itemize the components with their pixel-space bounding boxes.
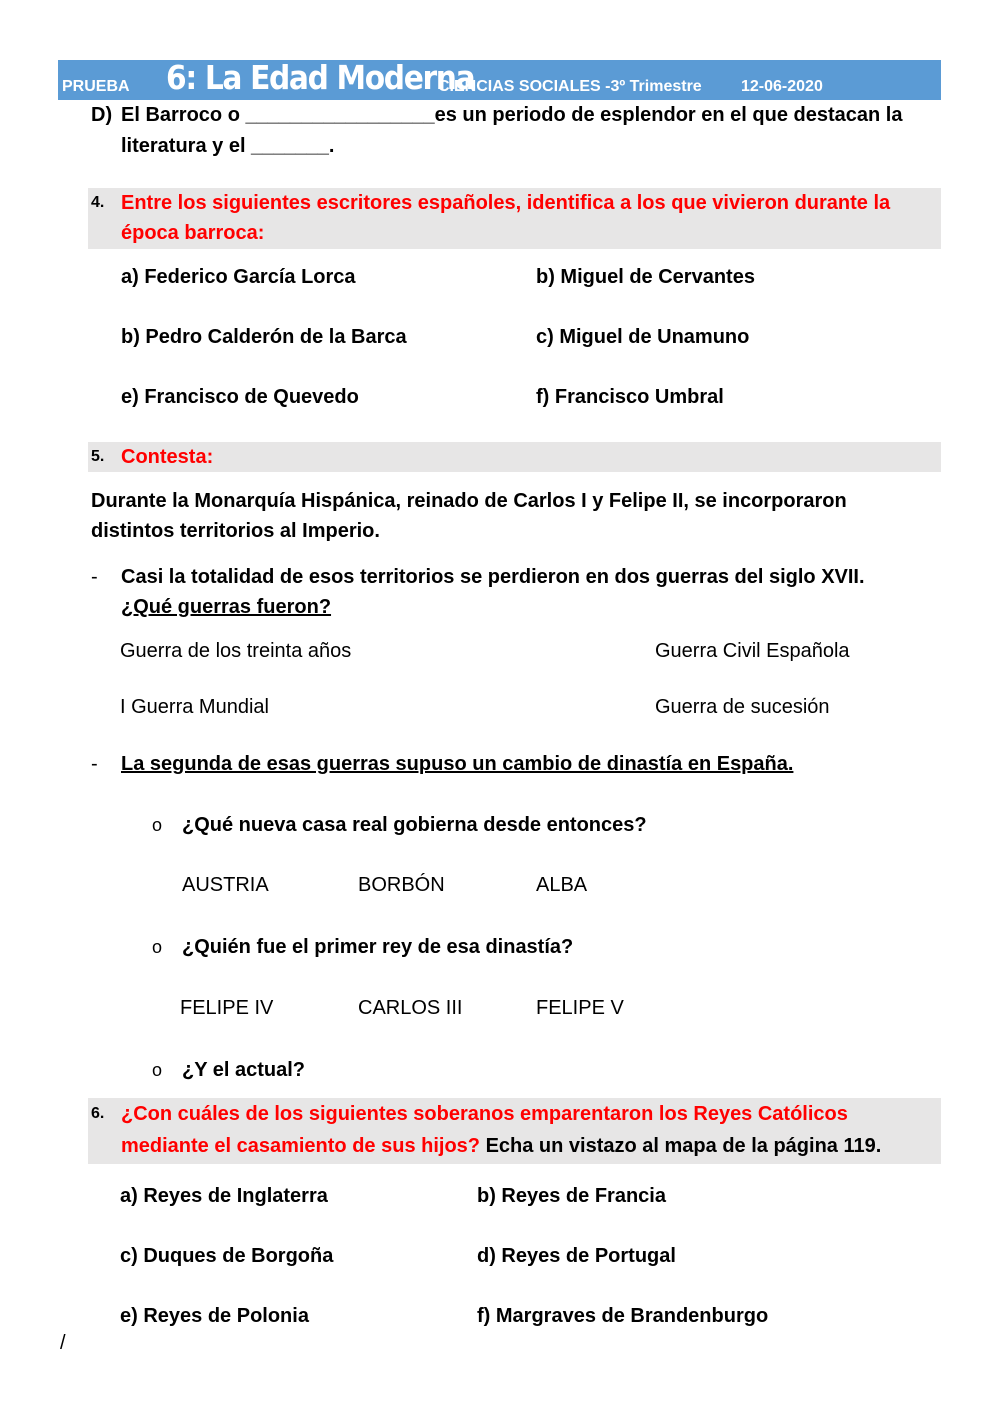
q4-option[interactable]: b) Pedro Calderón de la Barca	[121, 326, 407, 348]
question-4-number: 4.	[91, 194, 105, 211]
q4-option[interactable]: a) Federico García Lorca	[121, 266, 356, 288]
q4-option[interactable]: f) Francisco Umbral	[536, 386, 724, 408]
dash-marker: -	[91, 566, 98, 588]
q4-option[interactable]: b) Miguel de Cervantes	[536, 266, 755, 288]
question-5-number: 5.	[91, 448, 105, 465]
house-option[interactable]: AUSTRIA	[182, 874, 269, 896]
question-4-line1: Entre los siguientes escritores españoles, identifica a los que vivieron durante la	[121, 192, 891, 214]
question-d-label: D)	[91, 104, 113, 126]
header-prueba: PRUEBA	[62, 78, 130, 95]
bullet-marker: o	[152, 815, 163, 835]
q6-option[interactable]: e) Reyes de Polonia	[120, 1305, 309, 1327]
question-d-line2: literatura y el _______.	[121, 135, 335, 157]
q5-intro-line2: distintos territorios al Imperio.	[91, 520, 380, 542]
q5-bullet-question-3: ¿Y el actual?	[182, 1059, 306, 1081]
question-5-band	[88, 442, 941, 472]
house-option[interactable]: BORBÓN	[358, 874, 445, 896]
question-6-line2	[121, 1131, 881, 1161]
q5-sub2: La segunda de esas guerras supuso un cambio de dinastía en España.	[121, 753, 794, 775]
q6-option[interactable]: c) Duques de Borgoña	[120, 1245, 334, 1267]
header-subject: CIENCIAS SOCIALES -3º Trimestre	[438, 78, 702, 95]
house-option[interactable]: ALBA	[536, 874, 588, 896]
q5-bullet-question-1: ¿Qué nueva casa real gobierna desde entonces?	[182, 814, 647, 836]
q4-option[interactable]: e) Francisco de Quevedo	[121, 386, 359, 408]
bullet-marker: o	[152, 937, 163, 957]
question-d-line1: El Barroco o _________________es un periodo de esplendor en el que destacan la	[121, 104, 903, 126]
war-option[interactable]: Guerra de sucesión	[655, 696, 830, 718]
footer-mark: /	[60, 1332, 66, 1354]
bullet-marker: o	[152, 1060, 163, 1080]
header-title: 6: La Edad Moderna	[166, 58, 475, 97]
king-option[interactable]: FELIPE V	[536, 997, 624, 1019]
king-option[interactable]: FELIPE IV	[180, 997, 274, 1019]
question-5-heading: Contesta:	[121, 446, 214, 468]
q5-sub1-line1: Casi la totalidad de esos territorios se perdieron en dos guerras del siglo XVII.	[121, 566, 865, 588]
q5-bullet-question-2: ¿Quién fue el primer rey de esa dinastía?	[182, 936, 574, 958]
question-6-number: 6.	[91, 1105, 105, 1122]
question-4-line2: época barroca:	[121, 222, 265, 244]
q6-option[interactable]: a) Reyes de Inglaterra	[120, 1185, 328, 1207]
page-header	[58, 60, 941, 100]
q6-option[interactable]: b) Reyes de Francia	[477, 1185, 666, 1207]
q6-option[interactable]: d) Reyes de Portugal	[477, 1245, 676, 1267]
question-6-line1: ¿Con cuáles de los siguientes soberanos emparentaron los Reyes Católicos	[121, 1103, 848, 1125]
question-6-line2-black: Echa un vistazo al mapa de la página 119.	[480, 1135, 882, 1157]
q4-option[interactable]: c) Miguel de Unamuno	[536, 326, 750, 348]
q6-option[interactable]: f) Margraves de Brandenburgo	[477, 1305, 769, 1327]
q5-sub1-line2: ¿Qué guerras fueron?	[121, 596, 332, 618]
q5-intro-line1: Durante la Monarquía Hispánica, reinado de Carlos I y Felipe II, se incorporaron	[91, 490, 847, 512]
war-option[interactable]: Guerra de los treinta años	[120, 640, 352, 662]
war-option[interactable]: I Guerra Mundial	[120, 696, 269, 718]
war-option[interactable]: Guerra Civil Española	[655, 640, 850, 662]
header-date: 12-06-2020	[741, 78, 823, 95]
dash-marker: -	[91, 753, 98, 775]
question-6-line2-red: mediante el casamiento de sus hijos?	[121, 1135, 481, 1157]
king-option[interactable]: CARLOS III	[358, 997, 463, 1019]
